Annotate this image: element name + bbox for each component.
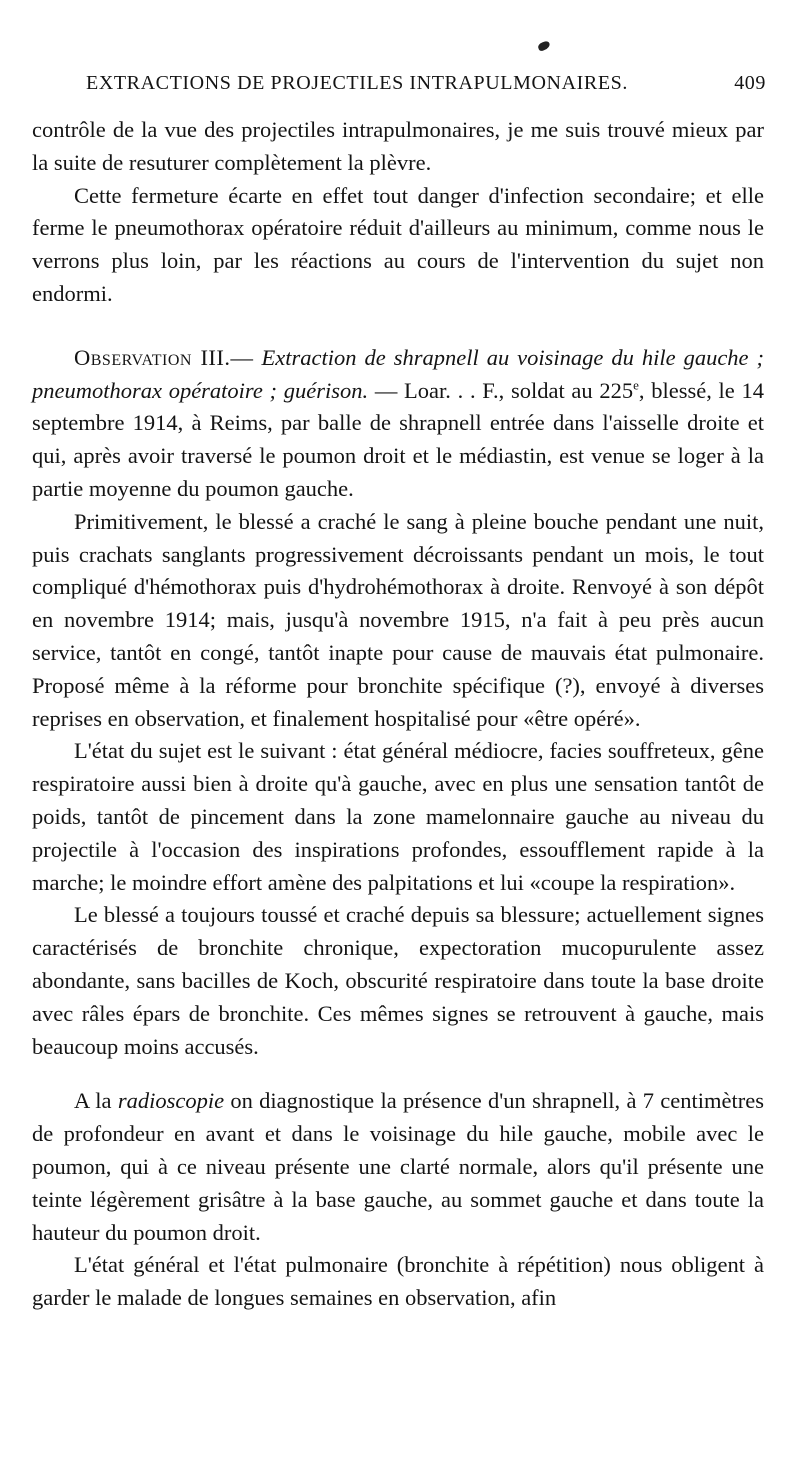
body-text <box>32 114 764 1315</box>
observation-text-a: — Loar. . . F., soldat au 225 <box>368 377 634 403</box>
radioscopy-text-b: on diagnostique la présence d'un shrapnell, à 7 centimètres de profondeur en avant et dans le voisinage du hile gauche, mobile avec le poumon, qui à ce niveau présente une clarté normale, alors qu'il présente une teinte légèrement grisâtre à la base gauche, au sommet gauche et dans toute la hauteur du poumon droit. <box>32 1088 764 1245</box>
running-title: EXTRACTIONS DE PROJECTILES INTRAPULMONAIRES. <box>86 72 628 94</box>
paragraph-history: Primitivement, le blessé a craché le sang à pleine bouche pendant une nuit, puis crachats sanglants progressivement décroissants pendant un mois, le tout compliqué d'hémothorax puis d'hydrohémothorax à droite. Renvoyé à son dépôt en novembre 1914; mais, jusqu'à novembre 1915, n'a fait à peu près aucun service, tantôt en congé, tantôt inapte pour cause de mauvais état pulmonaire. Proposé même à la réforme pour bronchite spécifique (?), envoyé à diverses reprises en observation, et finalement hospitalisé pour «être opéré». <box>32 508 764 731</box>
running-header <box>86 72 766 102</box>
radioscopy-text-a: A la <box>74 1088 118 1114</box>
paragraph-state: L'état du sujet est le suivant : état général médiocre, facies souffreteux, gêne respiratoire aussi bien à droite qu'à gauche, avec en plus une sensation tantôt de poids, tantôt de pincement dans la zone mamelonnaire gauche au niveau du projectile à l'occasion des inspirations profondes, essoufflement rapide à la marche; le moindre effort amène des palpitations et lui «coupe la respiration». <box>32 738 764 895</box>
radioscopy-term: radioscopie <box>117 1088 225 1114</box>
paragraph-radioscopy <box>32 1085 764 1249</box>
observation-label: Observation III.— <box>74 344 254 370</box>
regiment-suffix: e <box>633 377 639 393</box>
paragraph-observation-period: L'état général et l'état pulmonaire (bronchite à répétition) nous obligent à garder le malade de longues semaines en observation, afin <box>32 1252 764 1311</box>
observation-paragraph <box>32 342 764 506</box>
observation-title: Extraction de shrapnell au voisinage du hile gauche ; pneumothorax opératoire ; guérison. <box>32 344 765 403</box>
paragraph-1: contrôle de la vue des projectiles intrapulmonaires, je me suis trouvé mieux par la suite de resuturer complètement la plèvre. <box>32 117 764 175</box>
ink-speck <box>537 40 551 52</box>
page-number: 409 <box>734 72 766 94</box>
observation-text-b: , blessé, le 14 septembre 1914, à Reims, par balle de shrapnell entrée dans l'aisselle droite et qui, après avoir traversé le poumon droit et le médiastin, est venue se loger à la partie moyenne du poumon gauche. <box>32 377 765 501</box>
paragraph-2: Cette fermeture écarte en effet tout danger d'infection secondaire; et elle ferme le pneumothorax opératoire réduit d'ailleurs au minimum, comme nous le verrons plus loin, par les réactions au cours de l'intervention du sujet non endormi. <box>32 182 764 306</box>
paragraph-symptoms: Le blessé a toujours toussé et craché depuis sa blessure; actuellement signes caractérisés de bronchite chronique, expectoration mucopurulente assez abondante, sans bacilles de Koch, obscurité respiratoire dans toute la base droite avec râles épars de bronchite. Ces mêmes signes se retrouvent à gauche, mais beaucoup moins accusés. <box>32 902 764 1059</box>
